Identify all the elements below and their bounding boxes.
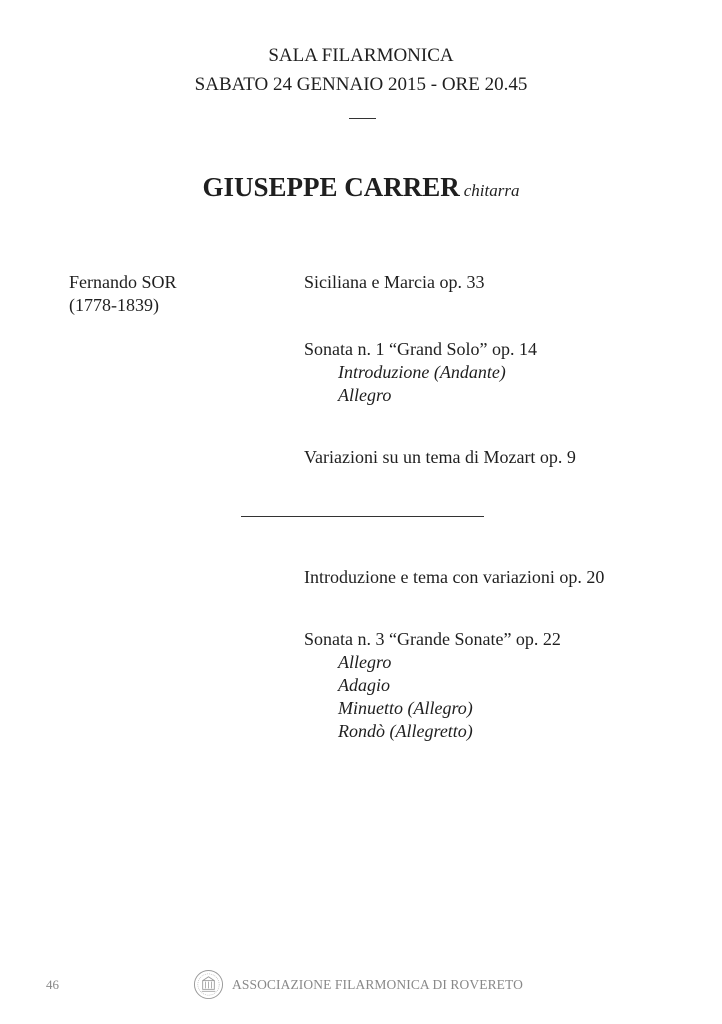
movement: Minuetto (Allegro) bbox=[338, 698, 473, 718]
organization-name: ASSOCIAZIONE FILARMONICA DI ROVERETO bbox=[232, 977, 523, 992]
movement: Introduzione (Andante) bbox=[338, 362, 506, 382]
performer-instrument: chitarra bbox=[463, 181, 520, 200]
composer-name: Fernando SOR bbox=[69, 272, 177, 292]
work-title: Sonata n. 1 “Grand Solo” op. 14 bbox=[304, 339, 537, 359]
composer-block bbox=[69, 271, 177, 317]
work-item bbox=[304, 628, 561, 743]
page-number: 46 bbox=[46, 977, 59, 992]
movement: Allegro bbox=[338, 652, 392, 672]
work-item bbox=[304, 566, 604, 589]
work-item bbox=[304, 338, 537, 407]
work-title: Introduzione e tema con variazioni op. 20 bbox=[304, 567, 605, 587]
intermission-divider bbox=[241, 516, 484, 517]
movement: Rondò (Allegretto) bbox=[338, 721, 473, 741]
work-title: Sonata n. 3 “Grande Sonate” op. 22 bbox=[304, 629, 561, 649]
work-title: Siciliana e Marcia op. 33 bbox=[304, 272, 485, 292]
concert-header bbox=[0, 41, 722, 99]
performer-name: GIUSEPPE CARRER bbox=[202, 172, 460, 202]
header-divider bbox=[349, 118, 376, 119]
work-title: Variazioni su un tema di Mozart op. 9 bbox=[304, 447, 576, 467]
filarmonica-seal-icon bbox=[193, 969, 224, 1000]
work-item bbox=[304, 446, 576, 469]
movement: Adagio bbox=[338, 675, 390, 695]
concert-date-time: SABATO 24 GENNAIO 2015 - ORE 20.45 bbox=[194, 74, 528, 95]
performer-heading bbox=[0, 172, 722, 203]
composer-dates: (1778-1839) bbox=[69, 295, 159, 315]
movement: Allegro bbox=[338, 385, 392, 405]
work-item bbox=[304, 271, 484, 294]
venue-name: SALA FILARMONICA bbox=[268, 45, 454, 66]
